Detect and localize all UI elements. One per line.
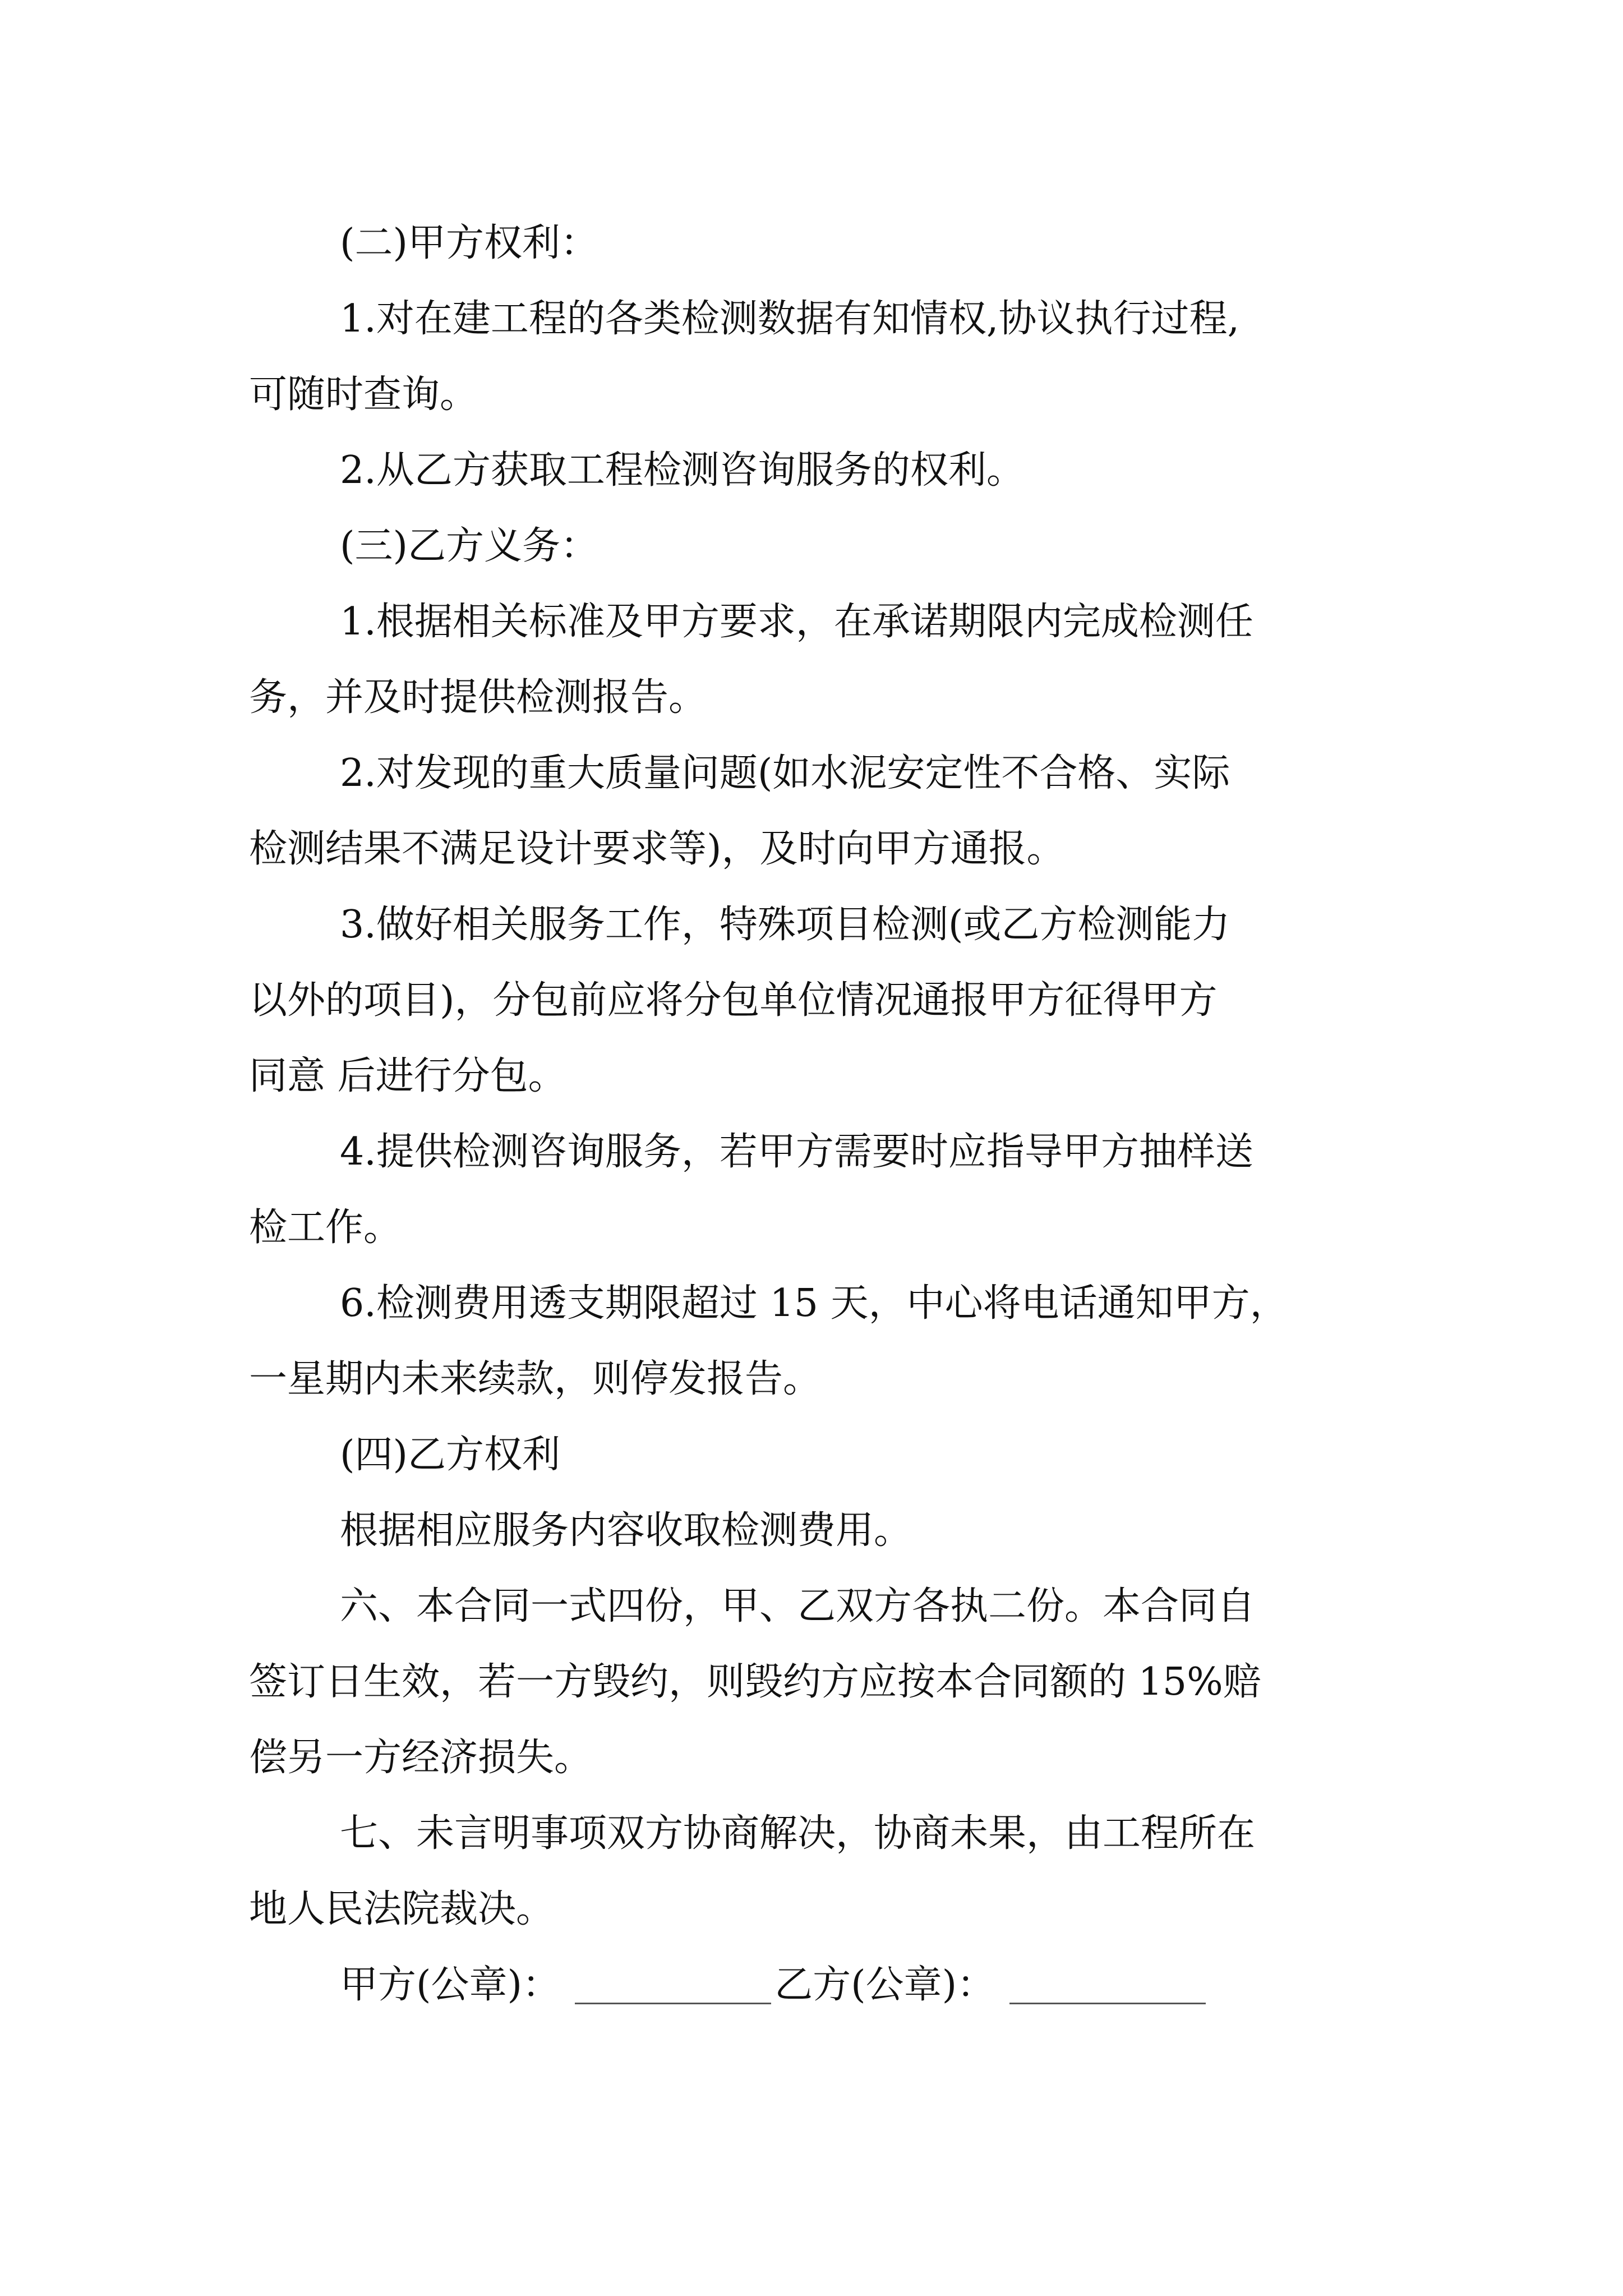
- paragraph-line: 以外的项目)，分包前应将分包单位情况通报甲方征得甲方: [249, 978, 1218, 1023]
- clause-seven-line: 地人民法院裁决。: [249, 1887, 555, 1931]
- paragraph-line: 同意 后进行分包。: [249, 1054, 566, 1098]
- paragraph-line: 6.检测费用透支期限超过 15 天，中心将电话通知甲方，: [340, 1281, 1288, 1326]
- paragraph-line: 检测结果不满足设计要求等)，及时向甲方通报。: [249, 827, 1065, 871]
- paragraph-line: 根据相应服务内容收取检测费用。: [340, 1508, 912, 1553]
- clause-six-line: 偿另一方经济损失。: [249, 1736, 593, 1780]
- paragraph-line: 2.对发现的重大质量问题(如水泥安定性不合格、实际: [340, 751, 1230, 795]
- paragraph-line: 1.根据相关标准及甲方要求，在承诺期限内完成检测任: [340, 600, 1253, 644]
- party-a-seal-label: 甲方(公章)：: [340, 1963, 561, 2007]
- section-heading-party-b-rights: (四)乙方权利: [340, 1433, 561, 1477]
- paragraph-line: 可随时查询。: [249, 372, 478, 417]
- party-b-signature-blank: [1009, 1969, 1206, 2004]
- paragraph-line: 2.从乙方获取工程检测咨询服务的权利。: [340, 448, 1025, 493]
- paragraph-line: 一星期内未来续款，则停发报告。: [249, 1357, 822, 1401]
- clause-six-line: 六、本合同一式四份，甲、乙双方各执二份。本合同自: [340, 1584, 1256, 1628]
- paragraph-line: 4.提供检测咨询服务，若甲方需要时应指导甲方抽样送: [340, 1130, 1253, 1174]
- paragraph-line: 务，并及时提供检测报告。: [249, 675, 707, 720]
- party-a-signature-blank: [575, 1969, 771, 2004]
- paragraph-line: 1.对在建工程的各类检测数据有知情权,协议执行过程,: [340, 297, 1240, 341]
- section-heading-party-b-obligations: (三)乙方义务：: [340, 524, 599, 568]
- clause-six-line: 签订日生效，若一方毁约，则毁约方应按本合同额的 15%赔: [249, 1660, 1261, 1704]
- signature-row: [340, 1963, 1209, 2007]
- party-b-seal-label: 乙方(公章)：: [774, 1963, 995, 2007]
- section-heading-party-a-rights: (二)甲方权利：: [340, 221, 599, 265]
- clause-seven-line: 七、未言明事项双方协商解决，协商未果，由工程所在: [340, 1811, 1256, 1856]
- paragraph-line: 3.做好相关服务工作，特殊项目检测(或乙方检测能力: [340, 903, 1230, 947]
- paragraph-line: 检工作。: [249, 1205, 402, 1250]
